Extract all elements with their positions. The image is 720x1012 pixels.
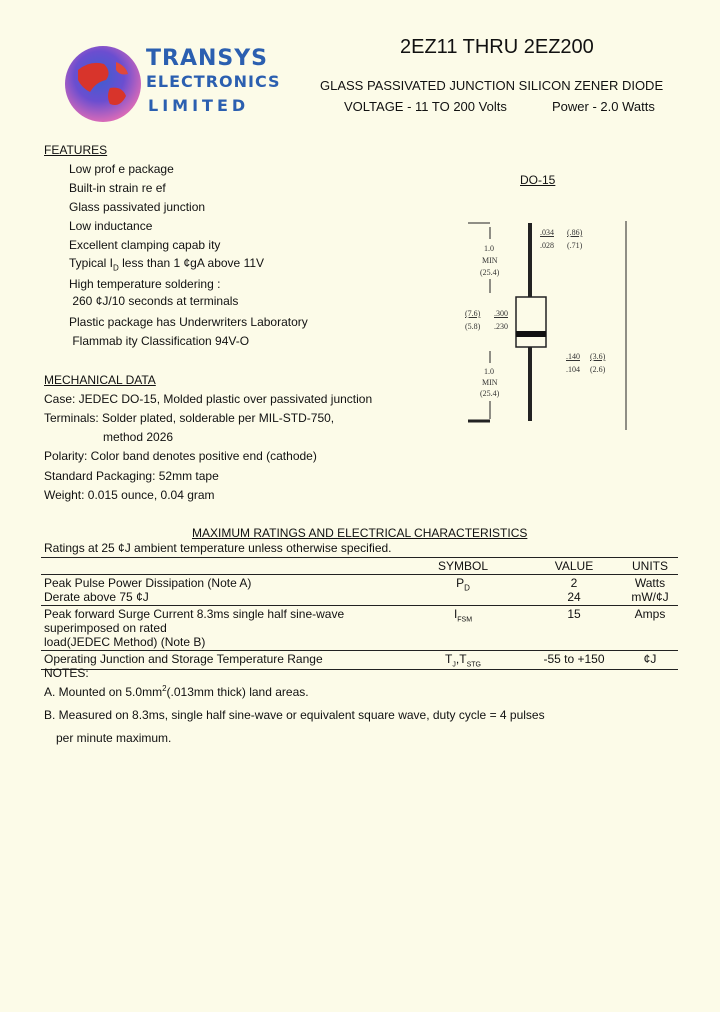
column-header-units: UNITS — [622, 558, 678, 575]
lead-dia-in-min: .028 — [540, 241, 554, 250]
mechanical-item: Terminals: Solder plated, solderable per MIL-STD-750, — [44, 411, 335, 425]
package-name: DO-15 — [520, 173, 556, 187]
body-length-mm-min: (5.8) — [465, 322, 481, 331]
column-header-value: VALUE — [526, 558, 622, 575]
lead-length-bottom-mm: (25.4) — [480, 389, 500, 398]
voltage-range: VOLTAGE - 11 TO 200 Volts — [344, 99, 507, 114]
page-title: 2EZ11 THRU 2EZ200 — [400, 36, 594, 58]
ratings-condition: Ratings at 25 ¢J ambient temperature unless otherwise specified. — [44, 541, 392, 555]
mechanical-heading: MECHANICAL DATA — [44, 373, 156, 387]
mechanical-item: method 2026 — [103, 430, 174, 444]
table-row: Operating Junction and Storage Temperature Range $T_J,T_{STG}$ -55 to +150 ¢J — [41, 651, 678, 670]
note-a: A. Mounted on $5.0mm^2(.013mm$ thick) land areas. — [44, 684, 309, 699]
table-row: Peak forward Surge Current 8.3ms single half sine-wave superimposed on rated load(JEDEC Method) (Note B) $I_{FSM}$ 15 Amps — [41, 606, 678, 651]
feature-item: 260 ¢J/10 seconds at terminals — [69, 294, 239, 308]
body-length-in-min: .230 — [494, 322, 508, 331]
feature-item: Low inductance — [69, 219, 153, 233]
lead-length-top: 1.0 — [484, 244, 494, 253]
ratings-table — [41, 557, 678, 670]
feature-item: Flammab ity Classification 94V-O — [69, 334, 250, 348]
note-b-continued: per minute maximum. — [56, 731, 172, 745]
body-dia-mm-max: (3.6) — [590, 352, 606, 361]
ratings-heading: MAXIMUM RATINGS AND ELECTRICAL CHARACTERISTICS — [192, 526, 528, 540]
logo-line-3: LIMITED — [148, 96, 250, 115]
power-rating: Power - 2.0 Watts — [552, 99, 655, 114]
feature-item: High temperature soldering : — [69, 277, 221, 291]
lead-dia-mm-max: (.86) — [567, 228, 583, 237]
body-dia-in-max: .140 — [566, 352, 580, 361]
lead-length-top-min: MIN — [482, 256, 498, 265]
feature-item: Low prof e package — [69, 162, 174, 176]
feature-item-typical: Typical $I_D$ less than 1 ¢gA above 11V — [69, 256, 265, 273]
company-logo — [60, 42, 281, 122]
body-length-in-max: .300 — [494, 309, 508, 318]
note-b: B. Measured on 8.3ms, single half sine-wave or equivalent square wave, duty cycle = 4 pulses — [44, 708, 545, 722]
lead-length-bottom: 1.0 — [484, 367, 494, 376]
lead-dia-in-max: .034 — [540, 228, 554, 237]
lead-length-top-mm: (25.4) — [480, 268, 500, 277]
lead-dia-mm-min: (.71) — [567, 241, 583, 250]
page-subtitle: GLASS PASSIVATED JUNCTION SILICON ZENER DIODE — [320, 78, 664, 93]
feature-item: Excellent clamping capab ity — [69, 238, 221, 252]
body-length-mm-max: (7.6) — [465, 309, 481, 318]
body-dia-mm-min: (2.6) — [590, 365, 606, 374]
table-header-row — [41, 558, 678, 575]
logo-line-1: TRANSYS — [146, 46, 269, 71]
table-row: Peak Pulse Power Dissipation (Note A) Derate above 75 ¢J $P_D$ 2 24 Watts mW/¢J — [41, 575, 678, 606]
mechanical-item: Case: JEDEC DO-15, Molded plastic over passivated junction — [44, 392, 373, 406]
feature-item: Plastic package has Underwriters Laboratory — [69, 315, 308, 329]
logo-line-2: ELECTRONICS — [146, 72, 281, 91]
feature-item: Glass passivated junction — [69, 200, 206, 214]
mechanical-item: Standard Packaging: 52mm tape — [44, 469, 219, 483]
mechanical-item: Polarity: Color band denotes positive end (cathode) — [44, 449, 317, 463]
features-heading: FEATURES — [44, 143, 108, 157]
lead-length-bottom-min: MIN — [482, 378, 498, 387]
notes-heading: NOTES: — [44, 666, 89, 680]
mechanical-item: Weight: 0.015 ounce, 0.04 gram — [44, 488, 215, 502]
body-dia-in-min: .104 — [566, 365, 580, 374]
globe-icon — [60, 42, 146, 128]
feature-item: Built-in strain re ef — [69, 181, 166, 195]
column-header-symbol: SYMBOL — [400, 558, 526, 575]
